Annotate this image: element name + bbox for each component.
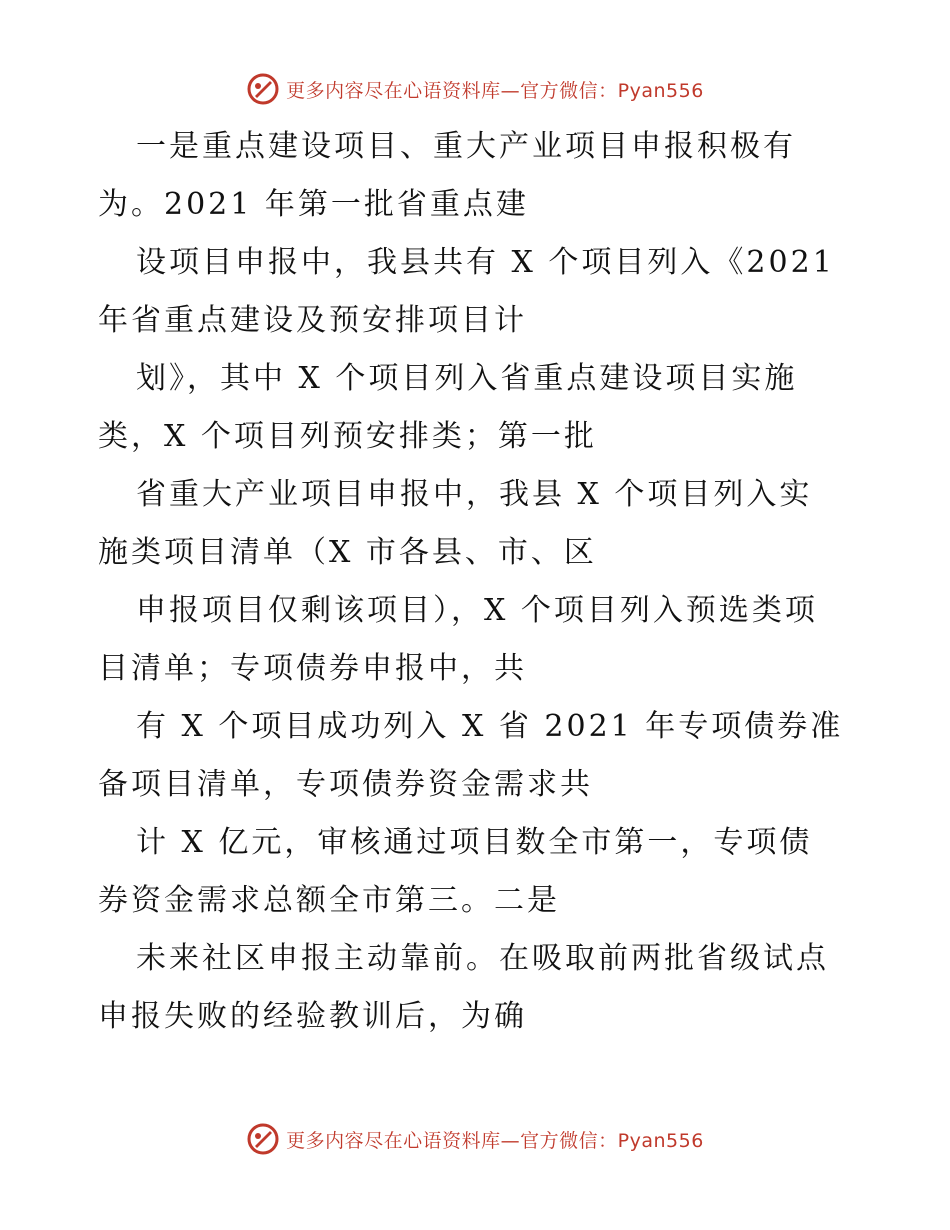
paragraph (98, 234, 858, 350)
brand-logo-icon (246, 72, 280, 106)
paragraph-line: 划》，其中 X 个项目列入省重点建设项目实施 (136, 361, 798, 396)
document-body (98, 118, 858, 1046)
paragraph-line: 一是重点建设项目、重大产业项目申报积极有 (136, 129, 796, 164)
paragraph-line: 为。2021 年第一批省重点建 (98, 187, 529, 222)
header-watermark-text: 更多内容尽在心语资料库—官方微信：Pyan556 (286, 79, 704, 102)
brand-logo-icon (246, 1122, 280, 1156)
paragraph (98, 814, 858, 930)
paragraph-line: 有 X 个项目成功列入 X 省 2021 年专项债券准 (136, 709, 844, 744)
paragraph (98, 118, 858, 234)
paragraph (98, 350, 858, 466)
footer-watermark (0, 1122, 950, 1156)
footer-watermark-text: 更多内容尽在心语资料库—官方微信：Pyan556 (286, 1129, 704, 1152)
paragraph-line: 类，X 个项目列预安排类；第一批 (98, 419, 597, 454)
paragraph-line: 未来社区申报主动靠前。在吸取前两批省级试点 (136, 941, 829, 976)
paragraph-line: 申报项目仅剩该项目），X 个项目列入预选类项 (136, 593, 818, 628)
paragraph (98, 582, 858, 698)
header-watermark (0, 72, 950, 106)
paragraph (98, 698, 858, 814)
paragraph-line: 券资金需求总额全市第三。二是 (98, 883, 560, 918)
paragraph-line: 备项目清单，专项债券资金需求共 (98, 767, 593, 802)
paragraph-line: 目清单；专项债券申报中，共 (98, 651, 527, 686)
paragraph-line: 申报失败的经验教训后，为确 (98, 999, 527, 1034)
paragraph-line: 省重大产业项目申报中，我县 X 个项目列入实 (136, 477, 813, 512)
paragraph-line: 施类项目清单（X 市各县、市、区 (98, 535, 597, 570)
paragraph-line: 年省重点建设及预安排项目计 (98, 303, 527, 338)
paragraph-line: 计 X 亿元，审核通过项目数全市第一，专项债 (136, 825, 813, 860)
paragraph (98, 930, 858, 1046)
paragraph (98, 466, 858, 582)
paragraph-line: 设项目申报中，我县共有 X 个项目列入《2021 (136, 245, 835, 280)
